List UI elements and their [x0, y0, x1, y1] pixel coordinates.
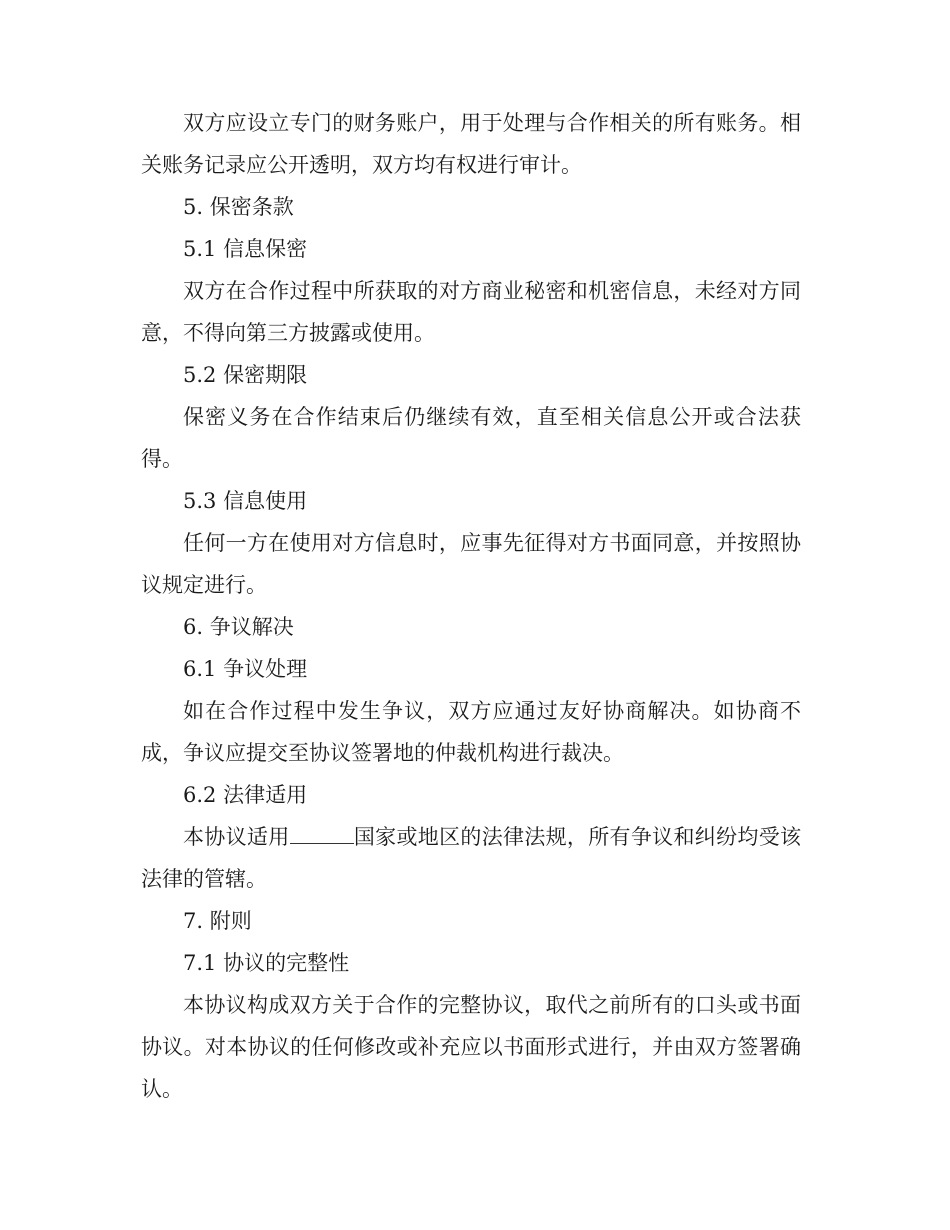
applicable-law-text-after: 国家或地区的法律法规，所有争议和纠纷均受该法律的管辖。: [141, 825, 802, 891]
section-heading-confidentiality: 5. 保密条款: [183, 195, 294, 219]
subsection-heading-5-1: 5.1 信息保密: [183, 237, 308, 261]
paragraph-applicable-law: [141, 816, 801, 900]
paragraph-confidentiality-term: 保密义务在合作结束后仍继续有效，直至相关信息公开或合法获得。: [141, 405, 801, 471]
subsection-heading-5-2: 5.2 保密期限: [183, 363, 308, 387]
paragraph-info-confidentiality: 双方在合作过程中所获取的对方商业秘密和机密信息，未经对方同意，不得向第三方披露或使用。: [141, 279, 801, 345]
applicable-law-text-before: 本协议适用: [183, 825, 290, 849]
document-body: [141, 102, 801, 1110]
section-heading-dispute: 6. 争议解决: [183, 615, 294, 639]
subsection-heading-6-1: 6.1 争议处理: [183, 657, 308, 681]
subsection-heading-6-2: 6.2 法律适用: [183, 783, 308, 807]
subsection-heading-5-3: 5.3 信息使用: [183, 489, 308, 513]
paragraph-financial-account: 双方应设立专门的财务账户，用于处理与合作相关的所有账务。相关账务记录应公开透明，双方均有权进行审计。: [141, 111, 801, 177]
paragraph-dispute-handling: 如在合作过程中发生争议，双方应通过友好协商解决。如协商不成，争议应提交至协议签署地的仲裁机构进行裁决。: [141, 699, 801, 765]
section-heading-supplementary: 7. 附则: [183, 909, 252, 933]
paragraph-entire-agreement: 本协议构成双方关于合作的完整协议，取代之前所有的口头或书面协议。对本协议的任何修改或补充应以书面形式进行，并由双方签署确认。: [141, 993, 801, 1101]
fill-in-blank: [290, 821, 354, 844]
paragraph-info-usage: 任何一方在使用对方信息时，应事先征得对方书面同意，并按照协议规定进行。: [141, 531, 801, 597]
subsection-heading-7-1: 7.1 协议的完整性: [183, 951, 350, 975]
